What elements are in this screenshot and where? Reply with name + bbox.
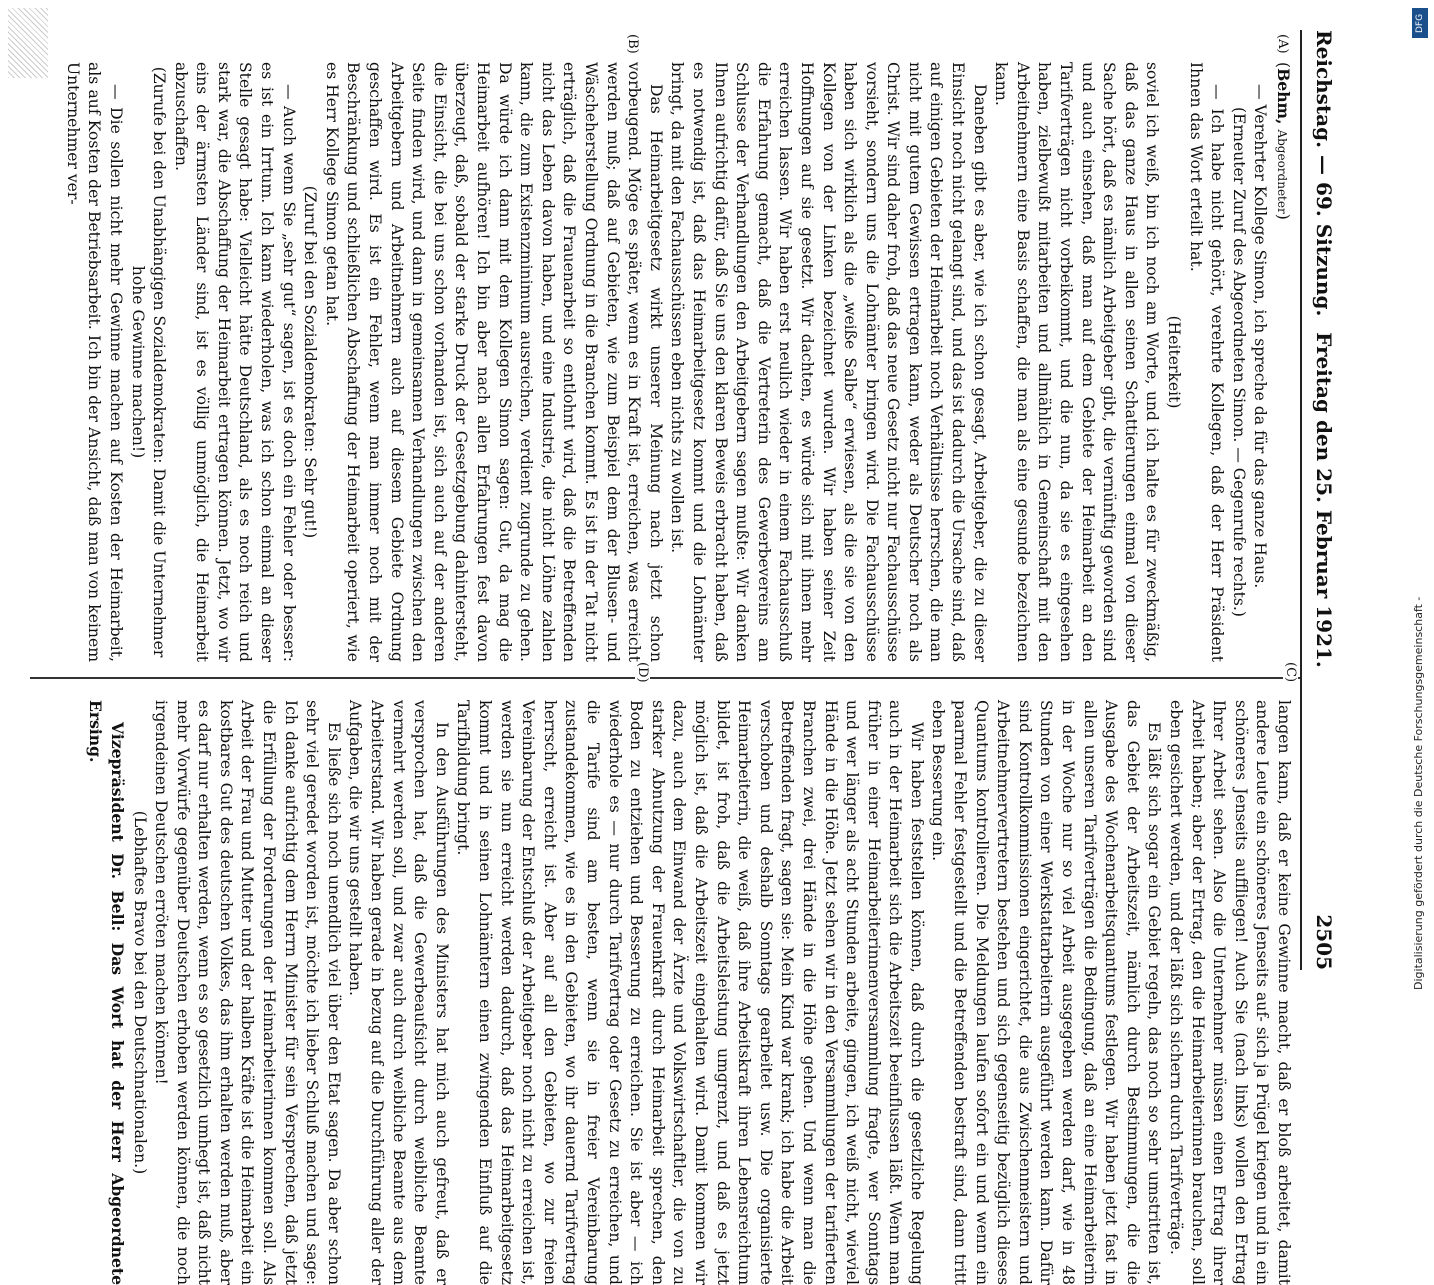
paragraph-speaker-change: Vizepräsident Dr. Bell: Das Wort hat der Herr Abgeordnete Ersing. xyxy=(86,700,127,1285)
margin-marker-b: (B) xyxy=(625,34,640,54)
column-divider xyxy=(30,677,1300,679)
speaker-role: Abgeordneter xyxy=(1275,129,1289,214)
paragraph: Es ließe sich noch unendlich viel über den Etat sagen. Da aber schon sehr viel geredet worden ist, möchte ich lieber Schluß machen und sage: Ich danke aufrichtig dem Herrn Minister für sein Versprechen, daß jetzt die Erfüllung der Forderungen der Heimarbeiterinnen kommen soll. Als Arbeit der Frau und Mutter und der halben Kräfte ist die Heimarbeit ein kostbares Gut des deutschen Volkes, das ihm erhalten werden muß, aber es darf nur erhalten werden, wenn es so gesetzlich umhegt ist, daß nicht mehr Vorwürfe gegenüber Deutschen erhoben werden können, die noch irgendeinen Deutschen erröten machen können! xyxy=(152,700,343,1285)
margin-marker-c: (C) xyxy=(1283,662,1298,683)
document-page xyxy=(10,0,1360,1285)
paragraph: Es läßt sich sogar ein Gebiet regeln, das noch so sehr umstritten ist, das Gebiet der Arbeitszeit, nämlich durch Bestimmungen, die die Ausgabe des Wochenarbeitsquantums festlegen. Wir haben jetzt fast in allen unseren Tarifverträgen die Bedingung, daß an eine Heimarbeiterin in der Woche nur so viel Arbeit ausgegeben werden darf, wie in 48 Stunden von einer Werkstattarbeiterin ausgeführt werden kann. Dafür sind Kontrollkommissionen eingerichtet, die aus Zwischenmeistern und Arbeitnehmervertretern bestehen und sich gegenseitig bezüglich dieses Quantums kontrollieren. Die Meldungen laufen sofort ein und wenn ein paarmal Fehler festgestellt und die Betreffenden bestraft sind, dann tritt eben Besserung ein. xyxy=(929,700,1164,1285)
left-column xyxy=(61,62,1294,662)
interjection: (Erneuter Zuruf des Abgeordneten Simon. — Gegenrufe rechts.) xyxy=(1229,107,1248,617)
interjection: (Heiterkeit) xyxy=(1165,315,1184,409)
paragraph: In den Ausführungen des Ministers hat mich auch gefreut, daß er versprochen hat, daß die Gewerbeaufsicht durch weibliche Beamte vermehrt werden soll, und zwar auch durch weibliche Beamte aus dem Arbeiterstand. Wir haben gerade in bezug auf die Durchführung aller der Aufgaben, die wir uns gestellt haben. xyxy=(346,700,451,1285)
header-rule xyxy=(1300,30,1302,970)
paragraph: — Auch wenn Sie „sehr gut“ sagen, ist es doch ein Fehler oder besser: es ist ein Irrtum. Ich kann wiederholen, was ich schon einmal an dieser Stelle gesagt habe: Vielleicht hätte Deutschland, als es noch reich und stark war, die Abschaffung der Heimarbeit ertragen können. Jetzt, wo wir eins der ärmsten Länder sind, ist es völlig unmöglich, die Heimarbeit abzuschaffen. xyxy=(171,62,298,662)
margin-marker-d: (D) xyxy=(635,662,650,683)
interjection: (Zuruf bei den Sozialdemokraten: Sehr gut!) xyxy=(301,185,320,539)
right-column xyxy=(85,700,1294,1285)
paragraph: Das Heimarbeitgesetz wirkt unserer Meinung nach jetzt schon vorbeugend. Möge es später, wenn es in Kraft ist, erreichen, was erreicht werden muß; daß auf Gebieten, wie zum Beispiel dem der Blusen- und Wäscheherstellung Ordnung in die Branchen kommt. Es ist in der Tat nicht erträglich, daß die Frauenarbeit so entlohnt wird, daß die Betreffenden nicht das Leben davon haben, und eine Industrie, die nicht Löhne zahlen kann, die zum Existenzminimum ausreichen, verdient zugrunde zu gehen. Da würde ich dann mit dem Kollegen Simon sagen: Gut, da mag die Heimarbeit aufhören! Ich bin aber nach allen Erfahrungen fest davon überzeugt, daß, sobald der starke Druck der Gesetzgebung dahintersteht, die Einsicht, die bei uns schon vorhanden ist, sich auch auf der anderen Seite finden wird, und dann in gemeinsamen Verhandlungen zwischen den Arbeitgebern und Arbeitnehmern auch auf diesem Gebiete Ordnung geschaffen wird. Es ist ein Fehler, wenn man immer noch mit der Beschränkung und schließlichen Abschaffung der Heimarbeit operiert, wie es Herr Kollege Simon getan hat. xyxy=(322,62,665,662)
paragraph: Daneben gibt es aber, wie ich schon gesagt, Arbeitgeber, die zu dieser Einsicht noch nicht gelangt sind, und das ist dadurch die Ursache sind, daß auf einigen Gebieten der Heimarbeit noch Verhältnisse herrschen, die man nicht mit gutem Gewissen ertragen kann, weder als Deutscher noch als Christ. Wir sind daher froh, daß das neue Gesetz nicht nur Fachausschüsse vorsieht, sondern uns die Lohnämter bringen wird. Die Fachausschüsse haben sich wirklich als die „weiße Salbe“ erwiesen, als die sie von den Kollegen von der Linken bezeichnet wurden. Wir haben seiner Zeit Hoffnungen auf sie gesetzt. Wir dachten, es würde sich mit ihnen mehr erreichen lassen. Wir haben erst neulich wieder in einem Fachausschuß die Erfahrung gemacht, daß die Vertreterin des Gewerbevereins am Schlusse der Verhandlungen den Arbeitgebern sagen mußte: Wir danken Ihnen aufrichtig dafür, daß Sie uns den klaren Beweis erbracht haben, daß es notwendig ist, daß das Heimarbeitgesetz kommt und die Lohnämter bringt, da mit den Fachausschüssen eben nichts zu wollen ist. xyxy=(668,62,989,662)
page-header xyxy=(1302,30,1342,970)
margin-marker-a: (A) xyxy=(1275,34,1290,54)
header-date: Freitag den 25. Februar 1921. xyxy=(1312,332,1336,668)
paragraph: soviel ich weiß, bin ich noch am Worte, und ich halte es für zweckmäßig, daß das ganze Haus in allen seinen Schattierungen einmal von dieser Sache hört, daß es nämlich Arbeitgeber gibt, die vernünftig geworden sind und auch einsehen, daß man auf dem Gebiete der Heimarbeit an den Tarifverträgen nicht vorbeikommt, und die nun, da sie es eingesehen haben, zielbewußt mitarbeiten und allmählich in Gemeinschaft mit den Arbeitnehmern eine Basis schaffen, die man als eine gesunde bezeichnen kann. xyxy=(992,62,1162,662)
paragraph: Wir haben feststellen können, daß durch die gesetzliche Regelung auch in der Heimarbeit sich die Arbeitszeit beeinflussen läßt. Wenn man früher in einer Heimarbeiterinnenversammlung fragte, wer Sonntags und wer länger als acht Stunden arbeite, gingen, ich weiß nicht, wieviel Hände in die Höhe. Jetzt sehen wir in den Versammlungen der tarifierten Branchen zwei, drei Hände in die Höhe gehen. Und wenn man die Betreffenden fragt, sagen sie: Mein Kind war krank; ich habe die Arbeit verschoben und deshalb Sonntags gearbeitet usw. Die organisierte Heimarbeiterin, die weiß, daß ihre Arbeitskraft ihren Lebensreichtum bildet, ist froh, daß die Arbeitsleistung umgrenzt, und daß es jetzt möglich ist, daß die Arbeitszeit eingehalten wird. Damit kommen wir dazu, auch dem Einwand der Ärzte und Volkswirtschaftler, die von zu starker Abnutzung der Frauenkraft durch Heimarbeit sprechen, den Boden zu entziehen und Besserung zu erreichen. Sie ist aber — ich wiederhole es — nur durch Tarifvertrag oder Gesetz zu erreichen, und die Tarife sind am besten, wenn sie in freier Vereinbarung zustandekommen, wie es in den Gebieten, wo ihr dauernd Tarifvertrag herrscht, erreicht ist. Aber auf all den Gebieten, wo zur freien Vereinbarung der Entschluß der Arbeitgeber noch nicht zu erreichen ist, werden sie nun erreicht werden dadurch, daß das Heimarbeitgesetz kommt und in seinen Lohnämtern einen zwingenden Einfluß auf die Tarifbildung bringt. xyxy=(454,700,926,1285)
interjection: (Lebhaftes Bravo bei den Deutschnationalen.) xyxy=(130,810,149,1175)
digitization-credit xyxy=(1408,10,1432,990)
speaker-line: (Behm, Abgeordneter) xyxy=(1274,62,1293,220)
credit-text: Digitalisierung gefördert durch die Deutsche Forschungsgemeinschaft - xyxy=(1412,596,1425,990)
speaker-name: Behm, xyxy=(1274,68,1293,125)
page-number: 2505 xyxy=(1312,914,1336,970)
paragraph: — Ich habe nicht gehört, verehrte Kollegen, daß der Herr Präsident Ihnen das Wort erteilt hat. xyxy=(1186,62,1227,662)
header-left: Reichstag. — 69. Sitzung. xyxy=(1312,30,1336,317)
paragraph: — Die sollen nicht mehr Gewinne machen auf Kosten der Heimarbeit, als auf Kosten der Betriebsarbeit. Ich bin der Ansicht, daß man von keinem Unternehmer ver- xyxy=(63,62,125,662)
paragraph: langen kann, daß er keine Gewinne macht, daß er bloß arbeitet, damit andere Leute ein schöneres Jenseits auf- sich ja Prügel kriegen und in ein schöneres Jenseits auffliegen! Auch Sie (nach links) wollen den Ertrag Ihrer Arbeit sehen. Also die Unternehmer müssen einen Ertrag ihrer Arbeit haben; aber der Ertrag, den die Heimarbeiterinnen brauchen, soll eben gesichert werden, und der läßt sich sichern durch Tarifverträge. xyxy=(1167,700,1293,1285)
paragraph: — Verehrter Kollege Simon, ich spreche da für das ganze Haus. xyxy=(1251,84,1270,589)
interjection: (Zurufe bei den Unabhängigen Sozialdemokraten: Damit die Unternehmer hohe Gewinne machen!) xyxy=(128,66,169,658)
dfg-logo: DFG xyxy=(1412,8,1428,38)
